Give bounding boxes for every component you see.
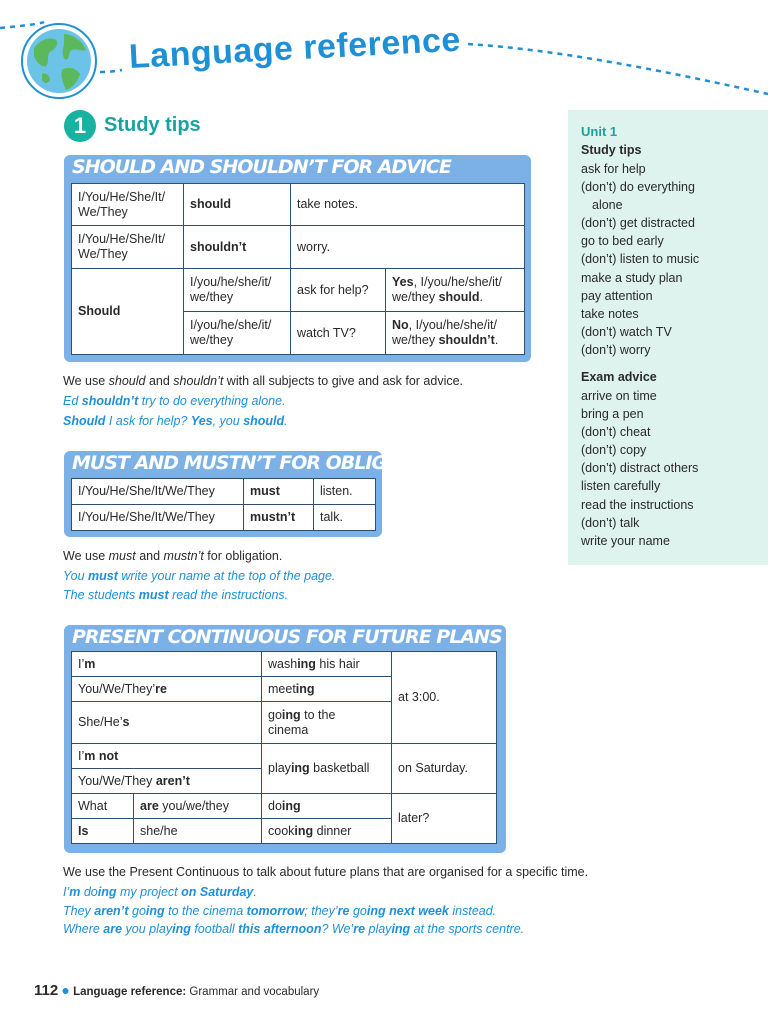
modal-cell: must bbox=[244, 479, 314, 505]
should-box-heading: SHOULD AND SHOULDN’T FOR ADVICE bbox=[72, 156, 451, 178]
verb-cell: cooking dinner bbox=[262, 819, 392, 844]
verb-cell: take notes. bbox=[291, 184, 525, 226]
must-box-heading: MUST AND MUSTN’T FOR OBLIGATION bbox=[72, 452, 447, 474]
present-box-heading: PRESENT CONTINUOUS FOR FUTURE PLANS bbox=[72, 626, 502, 648]
subject-cell: You/We/They’re bbox=[72, 677, 262, 702]
verb-cell: playing basketball bbox=[262, 744, 392, 794]
verb-cell: talk. bbox=[314, 505, 376, 531]
list-item: make a study plan bbox=[581, 270, 683, 285]
sidebar-study-list bbox=[581, 160, 699, 359]
list-item: bring a pen bbox=[581, 407, 644, 422]
subject-cell: she/he bbox=[134, 819, 262, 844]
section-title: Study tips bbox=[104, 114, 201, 136]
should-example-1: Ed shouldn’t try to do everything alone. bbox=[63, 394, 286, 408]
table-row bbox=[72, 184, 525, 226]
verb-cell: washing his hair bbox=[262, 652, 392, 677]
should-grammar-box bbox=[64, 155, 531, 362]
globe-icon bbox=[20, 22, 98, 100]
subject-cell: I/You/He/She/It/ We/They bbox=[72, 184, 184, 226]
time-cell: on Saturday. bbox=[392, 744, 497, 794]
subject-cell: I/You/He/She/It/We/They bbox=[72, 505, 244, 531]
list-item: (don’t) copy bbox=[581, 443, 647, 458]
short-answer-cell: No, I/you/he/she/it/ we/they shouldn’t. bbox=[386, 312, 525, 355]
table-row bbox=[72, 652, 497, 677]
page-number: 112 bbox=[34, 982, 59, 999]
list-item: write your name bbox=[581, 533, 670, 548]
time-cell: later? bbox=[392, 794, 497, 844]
list-item: arrive on time bbox=[581, 389, 657, 403]
must-table bbox=[71, 478, 376, 531]
subject-cell: are you/we/they bbox=[134, 794, 262, 819]
verb-cell: worry. bbox=[291, 226, 525, 269]
subject-cell: I/You/He/She/It/ We/They bbox=[72, 226, 184, 269]
subject-cell: I/You/He/She/It/We/They bbox=[72, 479, 244, 505]
list-item: (don’t) listen to music bbox=[581, 252, 700, 267]
subject-cell: You/We/They aren’t bbox=[72, 769, 262, 794]
modal-cell: should bbox=[184, 184, 291, 226]
subject-cell: I/you/he/she/it/ we/they bbox=[184, 312, 291, 355]
verb-cell: watch TV? bbox=[291, 312, 386, 355]
question-label-cell: Should bbox=[72, 269, 184, 355]
bullet-dot-icon: ● bbox=[61, 982, 70, 998]
verb-cell: ask for help? bbox=[291, 269, 386, 312]
vocabulary-sidebar bbox=[568, 110, 768, 565]
present-example-3: Where are you playing football this afternoon? We’re playing at the sports centre. bbox=[63, 922, 525, 936]
sidebar-study-heading: Study tips bbox=[581, 143, 642, 157]
subject-cell: I’m not bbox=[72, 744, 262, 769]
list-item: alone bbox=[592, 198, 623, 213]
page-title: Language reference bbox=[128, 20, 462, 76]
list-item: (don’t) do everything bbox=[581, 180, 695, 195]
present-example-1: I’m doing my project on Saturday. bbox=[63, 885, 257, 899]
list-item: (don’t) talk bbox=[581, 515, 640, 530]
should-example-2: Should I ask for help? Yes, you should. bbox=[63, 414, 288, 428]
should-explanation: We use should and shouldn’t with all subjects to give and ask for advice. bbox=[63, 374, 464, 388]
list-item: read the instructions bbox=[581, 497, 694, 512]
must-example-2: The students must read the instructions. bbox=[63, 588, 289, 602]
table-row bbox=[72, 505, 376, 531]
list-item: (don’t) distract others bbox=[581, 461, 699, 476]
question-word-cell: Is bbox=[72, 819, 134, 844]
sidebar-exam-heading: Exam advice bbox=[581, 370, 657, 384]
list-item: take notes bbox=[581, 306, 639, 321]
subject-cell: I’m bbox=[72, 652, 262, 677]
should-table bbox=[71, 183, 525, 355]
verb-cell: listen. bbox=[314, 479, 376, 505]
footer-label: Language reference: bbox=[73, 986, 187, 998]
table-row bbox=[72, 269, 525, 312]
footer-text: Grammar and vocabulary bbox=[186, 986, 320, 998]
list-item: pay attention bbox=[581, 288, 653, 303]
sidebar-unit-title: Unit 1 bbox=[581, 124, 618, 139]
list-item: (don’t) worry bbox=[581, 342, 651, 357]
list-item: (don’t) get distracted bbox=[581, 216, 695, 231]
table-row bbox=[72, 744, 497, 769]
page-footer bbox=[34, 982, 319, 999]
present-continuous-box bbox=[64, 625, 506, 853]
table-row bbox=[72, 794, 497, 819]
table-row bbox=[72, 479, 376, 505]
table-row bbox=[72, 226, 525, 269]
must-grammar-box bbox=[64, 451, 447, 537]
modal-cell: mustn’t bbox=[244, 505, 314, 531]
list-item: ask for help bbox=[581, 162, 646, 176]
section-number-badge: 1 bbox=[64, 110, 96, 142]
present-continuous-table bbox=[71, 651, 497, 844]
must-explanation: We use must and mustn’t for obligation. bbox=[63, 549, 283, 563]
list-item: (don’t) watch TV bbox=[581, 324, 672, 339]
list-item: (don’t) cheat bbox=[581, 425, 651, 440]
verb-cell: going to the cinema bbox=[262, 702, 392, 744]
must-example-1: You must write your name at the top of the page. bbox=[63, 569, 336, 583]
question-word-cell: What bbox=[72, 794, 134, 819]
list-item: go to bed early bbox=[581, 234, 664, 249]
subject-cell: I/you/he/she/it/ we/they bbox=[184, 269, 291, 312]
present-explanation: We use the Present Continuous to talk about future plans that are organised for a specific time. bbox=[63, 865, 589, 879]
present-example-2: They aren’t going to the cinema tomorrow; they’re going next week instead. bbox=[63, 904, 497, 918]
short-answer-cell: Yes, I/you/he/she/it/ we/they should. bbox=[386, 269, 525, 312]
verb-cell: meeting bbox=[262, 677, 392, 702]
list-item: listen carefully bbox=[581, 479, 661, 494]
verb-cell: doing bbox=[262, 794, 392, 819]
modal-cell: shouldn’t bbox=[184, 226, 291, 269]
sidebar-exam-list bbox=[581, 387, 698, 550]
subject-cell: She/He’s bbox=[72, 702, 262, 744]
time-cell: at 3:00. bbox=[392, 652, 497, 744]
